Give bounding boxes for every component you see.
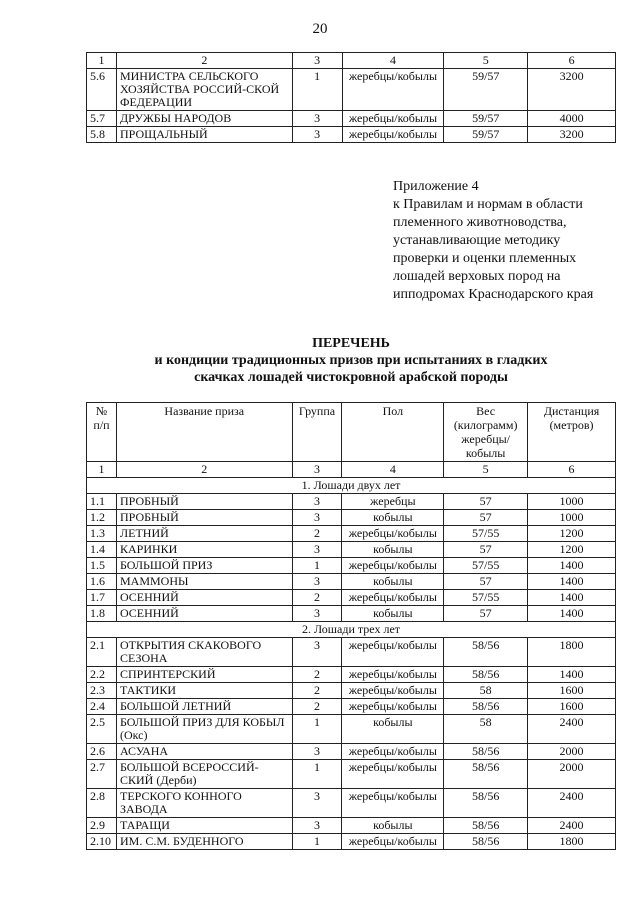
cell-weight: 59/57 [444, 127, 528, 143]
table-row [87, 526, 616, 542]
cell-distance: 1400 [528, 590, 616, 606]
column-number-row [87, 53, 616, 69]
appendix-line: племенного животноводства, [393, 215, 567, 230]
cell-no: 1.6 [87, 574, 117, 590]
cell-group: 3 [292, 606, 342, 622]
cell-prize-name: СПРИНТЕРСКИЙ [116, 667, 292, 683]
cell-prize-name: КАРИНКИ [116, 542, 292, 558]
cell-weight: 57 [444, 606, 528, 622]
column-number: 2 [116, 53, 292, 69]
page-number: 20 [312, 21, 328, 37]
cell-no: 1.5 [87, 558, 117, 574]
cell-no: 2.6 [87, 744, 117, 760]
cell-sex: жеребцы/кобылы [342, 111, 444, 127]
cell-weight: 58/56 [444, 834, 528, 850]
appendix-note [393, 178, 623, 304]
appendix-line: устанавливающие методику [393, 233, 561, 248]
cell-group: 1 [292, 558, 342, 574]
cell-sex: кобылы [342, 574, 444, 590]
cell-distance: 1800 [528, 834, 616, 850]
cell-weight: 59/57 [444, 111, 528, 127]
cell-prize-name: ЛЕТНИЙ [116, 526, 292, 542]
cell-group: 2 [292, 590, 342, 606]
cell-sex: жеребцы/кобылы [342, 744, 444, 760]
cell-weight: 57/55 [444, 558, 528, 574]
cell-sex: жеребцы/кобылы [342, 699, 444, 715]
cell-weight: 57 [444, 510, 528, 526]
cell-sex: жеребцы/кобылы [342, 667, 444, 683]
cell-distance: 2400 [528, 715, 616, 744]
cell-sex: кобылы [342, 715, 444, 744]
cell-prize-name: БОЛЬШОЙ ПРИЗ ДЛЯ КОБЫЛ (Окс) [116, 715, 292, 744]
cell-weight: 58 [444, 683, 528, 699]
cell-distance: 2400 [528, 789, 616, 818]
cell-prize-name: ОТКРЫТИЯ СКАКОВОГО СЕЗОНА [116, 638, 292, 667]
cell-weight: 58/56 [444, 667, 528, 683]
cell-sex: кобылы [342, 818, 444, 834]
table-row [87, 574, 616, 590]
table-row [87, 542, 616, 558]
cell-weight: 57/55 [444, 526, 528, 542]
cell-group: 2 [292, 683, 342, 699]
cell-distance: 1400 [528, 558, 616, 574]
column-number: 1 [87, 462, 117, 478]
column-number: 4 [342, 462, 444, 478]
column-number: 4 [342, 53, 444, 69]
cell-prize-name: ПРОЩАЛЬНЫЙ [116, 127, 292, 143]
cell-sex: жеребцы/кобылы [342, 526, 444, 542]
cell-no: 2.1 [87, 638, 117, 667]
cell-prize-name: ТАКТИКИ [116, 683, 292, 699]
cell-group: 3 [292, 111, 342, 127]
cell-prize-name: ОСЕННИЙ [116, 590, 292, 606]
section-row [87, 478, 616, 494]
cell-distance: 1400 [528, 574, 616, 590]
cell-sex: жеребцы [342, 494, 444, 510]
table-row [87, 590, 616, 606]
cell-prize-name: МАММОНЫ [116, 574, 292, 590]
cell-prize-name: БОЛЬШОЙ ПРИЗ [116, 558, 292, 574]
table-row [87, 699, 616, 715]
cell-no: 5.8 [87, 127, 117, 143]
cell-no: 2.4 [87, 699, 117, 715]
cell-prize-name: ДРУЖБЫ НАРОДОВ [116, 111, 292, 127]
cell-distance: 1000 [528, 510, 616, 526]
cell-sex: жеребцы/кобылы [342, 683, 444, 699]
cell-sex: жеребцы/кобылы [342, 834, 444, 850]
table-row [87, 558, 616, 574]
column-number: 6 [528, 462, 616, 478]
cell-distance: 3200 [528, 69, 616, 111]
header-name: Название приза [116, 403, 292, 462]
cell-sex: жеребцы/кобылы [342, 558, 444, 574]
appendix-line: к Правилам и нормам в области [393, 197, 583, 212]
section-title: 2. Лошади трех лет [87, 622, 616, 638]
cell-weight: 58/56 [444, 789, 528, 818]
section-title: 1. Лошади двух лет [87, 478, 616, 494]
cell-no: 1.1 [87, 494, 117, 510]
cell-distance: 4000 [528, 111, 616, 127]
cell-distance: 3200 [528, 127, 616, 143]
cell-no: 5.7 [87, 111, 117, 127]
cell-group: 2 [292, 699, 342, 715]
table-row [87, 744, 616, 760]
cell-weight: 58/56 [444, 638, 528, 667]
cell-weight: 58 [444, 715, 528, 744]
cell-prize-name: БОЛЬШОЙ ВСЕРОССИЙ-СКИЙ (Дерби) [116, 760, 292, 789]
table-row [87, 638, 616, 667]
cell-prize-name: ПРОБНЫЙ [116, 494, 292, 510]
continued-prize-table [86, 52, 616, 143]
cell-prize-name: ИМ. С.М. БУДЕННОГО [116, 834, 292, 850]
table-header-row [87, 403, 616, 462]
section-row [87, 622, 616, 638]
cell-sex: жеребцы/кобылы [342, 638, 444, 667]
title-heading: ПЕРЕЧЕНЬ [312, 336, 390, 351]
cell-group: 2 [292, 667, 342, 683]
cell-group: 2 [292, 526, 342, 542]
cell-sex: кобылы [342, 606, 444, 622]
cell-sex: жеребцы/кобылы [342, 69, 444, 111]
cell-distance: 1000 [528, 494, 616, 510]
cell-group: 1 [292, 834, 342, 850]
cell-prize-name: АСУАНА [116, 744, 292, 760]
table-row [87, 683, 616, 699]
cell-distance: 1600 [528, 683, 616, 699]
cell-weight: 58/56 [444, 818, 528, 834]
cell-no: 1.4 [87, 542, 117, 558]
cell-distance: 1600 [528, 699, 616, 715]
column-number: 6 [528, 53, 616, 69]
cell-distance: 1200 [528, 526, 616, 542]
cell-prize-name: ТАРАЩИ [116, 818, 292, 834]
table-row [87, 834, 616, 850]
cell-no: 2.2 [87, 667, 117, 683]
column-number: 5 [444, 53, 528, 69]
cell-no: 2.7 [87, 760, 117, 789]
cell-no: 2.9 [87, 818, 117, 834]
cell-group: 3 [292, 574, 342, 590]
table-row [87, 69, 616, 111]
appendix-line: ипподромах Краснодарского края [393, 287, 594, 302]
cell-no: 2.3 [87, 683, 117, 699]
cell-no: 2.10 [87, 834, 117, 850]
column-number: 3 [292, 462, 342, 478]
cell-weight: 57 [444, 494, 528, 510]
cell-weight: 57 [444, 574, 528, 590]
cell-weight: 57/55 [444, 590, 528, 606]
column-number: 5 [444, 462, 528, 478]
table-row [87, 715, 616, 744]
cell-sex: кобылы [342, 542, 444, 558]
header-sex: Пол [342, 403, 444, 462]
cell-no: 2.8 [87, 789, 117, 818]
cell-no: 2.5 [87, 715, 117, 744]
cell-prize-name: БОЛЬШОЙ ЛЕТНИЙ [116, 699, 292, 715]
table-row [87, 606, 616, 622]
cell-prize-name: МИНИСТРА СЕЛЬСКОГО ХОЗЯЙСТВА РОССИЙ-СКОЙ ФЕДЕРАЦИИ [116, 69, 292, 111]
cell-distance: 1400 [528, 606, 616, 622]
cell-weight: 58/56 [444, 699, 528, 715]
cell-no: 1.3 [87, 526, 117, 542]
cell-group: 3 [292, 789, 342, 818]
cell-no: 1.2 [87, 510, 117, 526]
cell-prize-name: ОСЕННИЙ [116, 606, 292, 622]
cell-group: 1 [292, 69, 342, 111]
table-row [87, 818, 616, 834]
cell-prize-name: ПРОБНЫЙ [116, 510, 292, 526]
cell-distance: 1200 [528, 542, 616, 558]
table-row [87, 127, 616, 143]
cell-no: 1.8 [87, 606, 117, 622]
table-row [87, 789, 616, 818]
cell-sex: кобылы [342, 510, 444, 526]
cell-sex: жеребцы/кобылы [342, 127, 444, 143]
cell-group: 3 [292, 818, 342, 834]
column-number: 3 [292, 53, 342, 69]
cell-weight: 57 [444, 542, 528, 558]
table-row [87, 111, 616, 127]
title-subheading: и кондиции традиционных призов при испытаниях в гладких скачках лошадей чистокровной арабской породы [154, 353, 548, 385]
cell-no: 1.7 [87, 590, 117, 606]
cell-weight: 58/56 [444, 744, 528, 760]
cell-group: 1 [292, 715, 342, 744]
table-row [87, 760, 616, 789]
cell-group: 3 [292, 127, 342, 143]
header-weight: Вес (килограмм) жеребцы/ кобылы [444, 403, 528, 462]
table-row [87, 667, 616, 683]
cell-prize-name: ТЕРСКОГО КОННОГО ЗАВОДА [116, 789, 292, 818]
column-number: 2 [116, 462, 292, 478]
table-row [87, 510, 616, 526]
document-title [86, 335, 616, 386]
cell-distance: 2400 [528, 818, 616, 834]
table-row [87, 494, 616, 510]
cell-distance: 1800 [528, 638, 616, 667]
cell-group: 3 [292, 494, 342, 510]
cell-weight: 58/56 [444, 760, 528, 789]
cell-group: 3 [292, 510, 342, 526]
column-number-row [87, 462, 616, 478]
cell-distance: 1400 [528, 667, 616, 683]
cell-sex: жеребцы/кобылы [342, 789, 444, 818]
cell-sex: жеребцы/кобылы [342, 760, 444, 789]
column-number: 1 [87, 53, 117, 69]
cell-distance: 2000 [528, 760, 616, 789]
appendix-line: Приложение 4 [393, 179, 479, 194]
appendix-line: проверки и оценки племенных [393, 251, 577, 266]
header-group: Группа [292, 403, 342, 462]
cell-no: 5.6 [87, 69, 117, 111]
appendix-line: лошадей верховых пород на [393, 269, 561, 284]
cell-sex: жеребцы/кобылы [342, 590, 444, 606]
cell-group: 3 [292, 542, 342, 558]
cell-group: 3 [292, 744, 342, 760]
cell-group: 3 [292, 638, 342, 667]
cell-weight: 59/57 [444, 69, 528, 111]
header-no: № п/п [87, 403, 117, 462]
cell-distance: 2000 [528, 744, 616, 760]
cell-group: 1 [292, 760, 342, 789]
header-distance: Дистанция (метров) [528, 403, 616, 462]
prize-conditions-table [86, 402, 616, 850]
